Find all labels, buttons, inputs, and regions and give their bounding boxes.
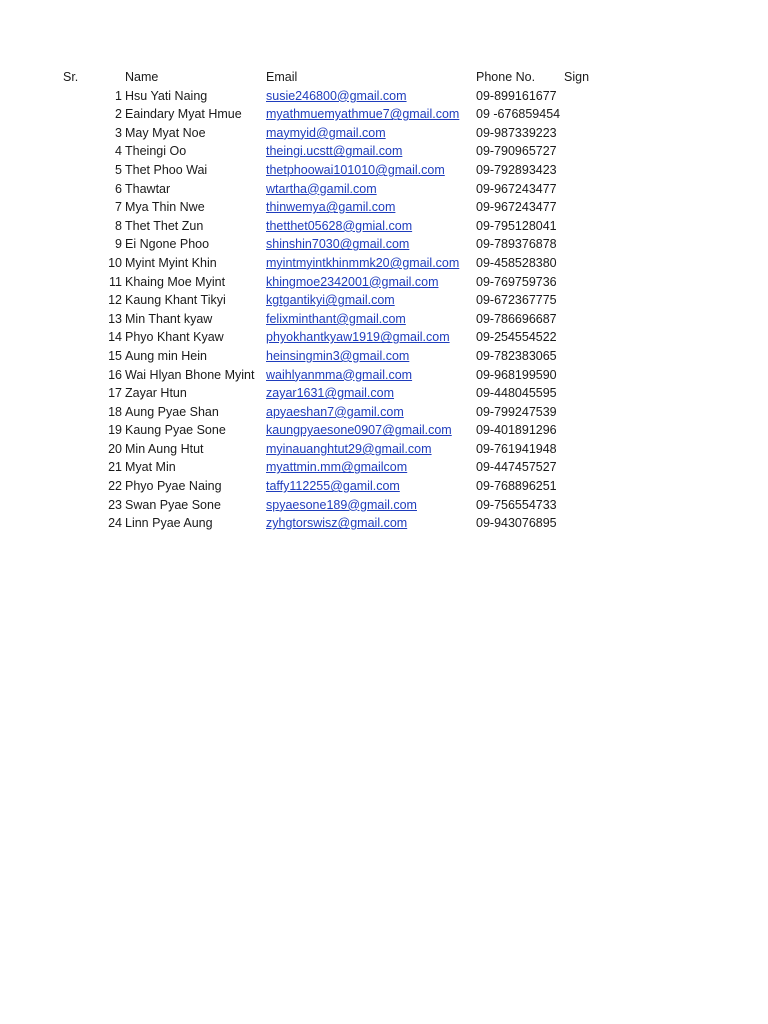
row-name: Min Thant kyaw	[125, 311, 213, 326]
row-name: Zayar Htun	[125, 386, 187, 401]
row-phone: 09-792893423	[476, 162, 557, 177]
row-name: Kaung Khant Tikyi	[125, 293, 226, 308]
row-phone: 09-448045595	[476, 386, 557, 401]
row-number: 6	[115, 181, 122, 196]
header-name: Name	[125, 70, 159, 84]
row-number: 24	[108, 516, 122, 531]
table-row	[0, 124, 768, 143]
row-phone: 09-967243477	[476, 200, 557, 215]
row-number: 22	[108, 479, 122, 494]
row-email-link[interactable]: myinauanghtut29@gmail.com	[266, 441, 432, 456]
row-email-link[interactable]: felixminthant@gmail.com	[266, 311, 406, 326]
row-name: Ei Ngone Phoo	[125, 237, 210, 252]
header-phone: Phone No.	[476, 70, 536, 84]
row-number: 10	[108, 255, 122, 270]
table-row	[0, 254, 768, 273]
row-email-link[interactable]: heinsingmin3@gmail.com	[266, 348, 410, 363]
row-number: 5	[115, 162, 122, 177]
row-name: Phyo Khant Kyaw	[125, 330, 224, 345]
row-name: Swan Pyae Sone	[125, 497, 221, 512]
table-row	[0, 403, 768, 422]
row-name: Thawtar	[125, 181, 171, 196]
row-name: Aung Pyae Shan	[125, 404, 219, 419]
row-number: 1	[115, 88, 122, 103]
row-number: 15	[108, 348, 122, 363]
header-sr: Sr.	[63, 70, 79, 84]
row-email-link[interactable]: thinwemya@gamil.com	[266, 200, 396, 215]
row-name: Eaindary Myat Hmue	[125, 107, 242, 122]
row-phone: 09 -676859454	[476, 107, 561, 122]
row-phone: 09-943076895	[476, 516, 557, 531]
row-number: 13	[108, 311, 122, 326]
table-row	[0, 142, 768, 161]
row-phone: 09-795128041	[476, 218, 557, 233]
table-row	[0, 291, 768, 310]
row-phone: 09-672367775	[476, 293, 557, 308]
row-name: Khaing Moe Myint	[125, 274, 226, 289]
row-name: Myint Myint Khin	[125, 255, 217, 270]
row-phone: 09-769759736	[476, 274, 557, 289]
table-body	[0, 87, 768, 533]
row-phone: 09-761941948	[476, 441, 557, 456]
row-number: 2	[115, 107, 122, 122]
row-email-link[interactable]: shinshin7030@gmail.com	[266, 237, 410, 252]
row-name: Linn Pyae Aung	[125, 516, 213, 531]
row-number: 14	[108, 330, 122, 345]
table-row	[0, 180, 768, 199]
table-row	[0, 384, 768, 403]
row-name: Mya Thin Nwe	[125, 200, 205, 215]
header-email: Email	[266, 70, 298, 84]
header-row	[0, 68, 768, 87]
row-name: Myat Min	[125, 460, 176, 475]
row-phone: 09-790965727	[476, 144, 557, 159]
row-email-link[interactable]: myattmin.mm@gmailcom	[266, 460, 408, 475]
row-name: Kaung Pyae Sone	[125, 423, 226, 438]
table-row	[0, 477, 768, 496]
row-email-link[interactable]: maymyid@gmail.com	[266, 125, 386, 140]
row-number: 7	[115, 200, 122, 215]
row-email-link[interactable]: myintmyintkhinmmk20@gmail.com	[266, 255, 460, 270]
row-email-link[interactable]: apyaeshan7@gamil.com	[266, 404, 404, 419]
row-phone: 09-967243477	[476, 181, 557, 196]
row-email-link[interactable]: taffy112255@gamil.com	[266, 479, 400, 494]
attendance-sheet	[0, 68, 768, 533]
row-email-link[interactable]: phyokhantkyaw1919@gmail.com	[266, 330, 450, 345]
table-row	[0, 161, 768, 180]
row-email-link[interactable]: khingmoe2342001@gmail.com	[266, 274, 439, 289]
row-phone: 09-789376878	[476, 237, 557, 252]
row-phone: 09-756554733	[476, 497, 557, 512]
row-email-link[interactable]: susie246800@gmail.com	[266, 88, 407, 103]
row-phone: 09-254554522	[476, 330, 557, 345]
row-name: Thet Thet Zun	[125, 218, 204, 233]
table-row	[0, 347, 768, 366]
table-row	[0, 273, 768, 292]
table-row	[0, 440, 768, 459]
row-phone: 09-768896251	[476, 479, 557, 494]
row-number: 23	[108, 497, 122, 512]
row-number: 18	[108, 404, 122, 419]
row-phone: 09-447457527	[476, 460, 557, 475]
row-name: Min Aung Htut	[125, 441, 204, 456]
table-row	[0, 458, 768, 477]
row-phone: 09-799247539	[476, 404, 557, 419]
table-row	[0, 514, 768, 533]
row-phone: 09-786696687	[476, 311, 557, 326]
row-number: 21	[108, 460, 122, 475]
row-number: 17	[108, 386, 122, 401]
table-row	[0, 198, 768, 217]
table-row	[0, 87, 768, 106]
row-email-link[interactable]: wtartha@gamil.com	[266, 181, 377, 196]
table-row	[0, 496, 768, 515]
row-number: 4	[115, 144, 122, 159]
row-email-link[interactable]: kaungpyaesone0907@gmail.com	[266, 423, 452, 438]
table-row	[0, 328, 768, 347]
row-number: 11	[109, 274, 122, 289]
row-name: Aung min Hein	[125, 348, 207, 363]
row-phone: 09-401891296	[476, 423, 557, 438]
row-email-link[interactable]: waihlyanmma@gmail.com	[266, 367, 413, 382]
row-number: 20	[108, 441, 122, 456]
row-name: May Myat Noe	[125, 125, 206, 140]
row-name: Phyo Pyae Naing	[125, 479, 222, 494]
row-phone: 09-782383065	[476, 348, 557, 363]
row-email-link[interactable]: myathmuemyathmue7@gmail.com	[266, 107, 460, 122]
row-name: Wai Hlyan Bhone Myint	[125, 367, 255, 382]
row-email-link[interactable]: thetphoowai101010@gmail.com	[266, 162, 445, 177]
row-phone: 09-987339223	[476, 125, 557, 140]
table-row	[0, 310, 768, 329]
table-row	[0, 217, 768, 236]
row-name: Hsu Yati Naing	[125, 88, 208, 103]
row-number: 3	[115, 125, 122, 140]
row-name: Theingi Oo	[125, 144, 187, 159]
row-email-link[interactable]: kgtgantikyi@gmail.com	[266, 293, 395, 308]
header-sign: Sign	[564, 70, 590, 84]
row-email-link[interactable]: spyaesone189@gmail.com	[266, 497, 417, 512]
table-row	[0, 366, 768, 385]
row-phone: 09-458528380	[476, 255, 557, 270]
row-email-link[interactable]: thetthet05628@gmial.com	[266, 218, 413, 233]
table-row	[0, 421, 768, 440]
row-email-link[interactable]: zayar1631@gmail.com	[266, 386, 395, 401]
row-number: 8	[115, 218, 122, 233]
row-email-link[interactable]: theingi.ucstt@gmail.com	[266, 144, 403, 159]
row-number: 9	[115, 237, 122, 252]
row-number: 12	[108, 293, 122, 308]
row-name: Thet Phoo Wai	[125, 162, 208, 177]
row-number: 16	[108, 367, 122, 382]
table-row	[0, 235, 768, 254]
row-number: 19	[108, 423, 122, 438]
row-phone: 09-899161677	[476, 88, 557, 103]
table-row	[0, 105, 768, 124]
row-phone: 09-968199590	[476, 367, 557, 382]
row-email-link[interactable]: zyhgtorswisz@gmail.com	[266, 516, 408, 531]
